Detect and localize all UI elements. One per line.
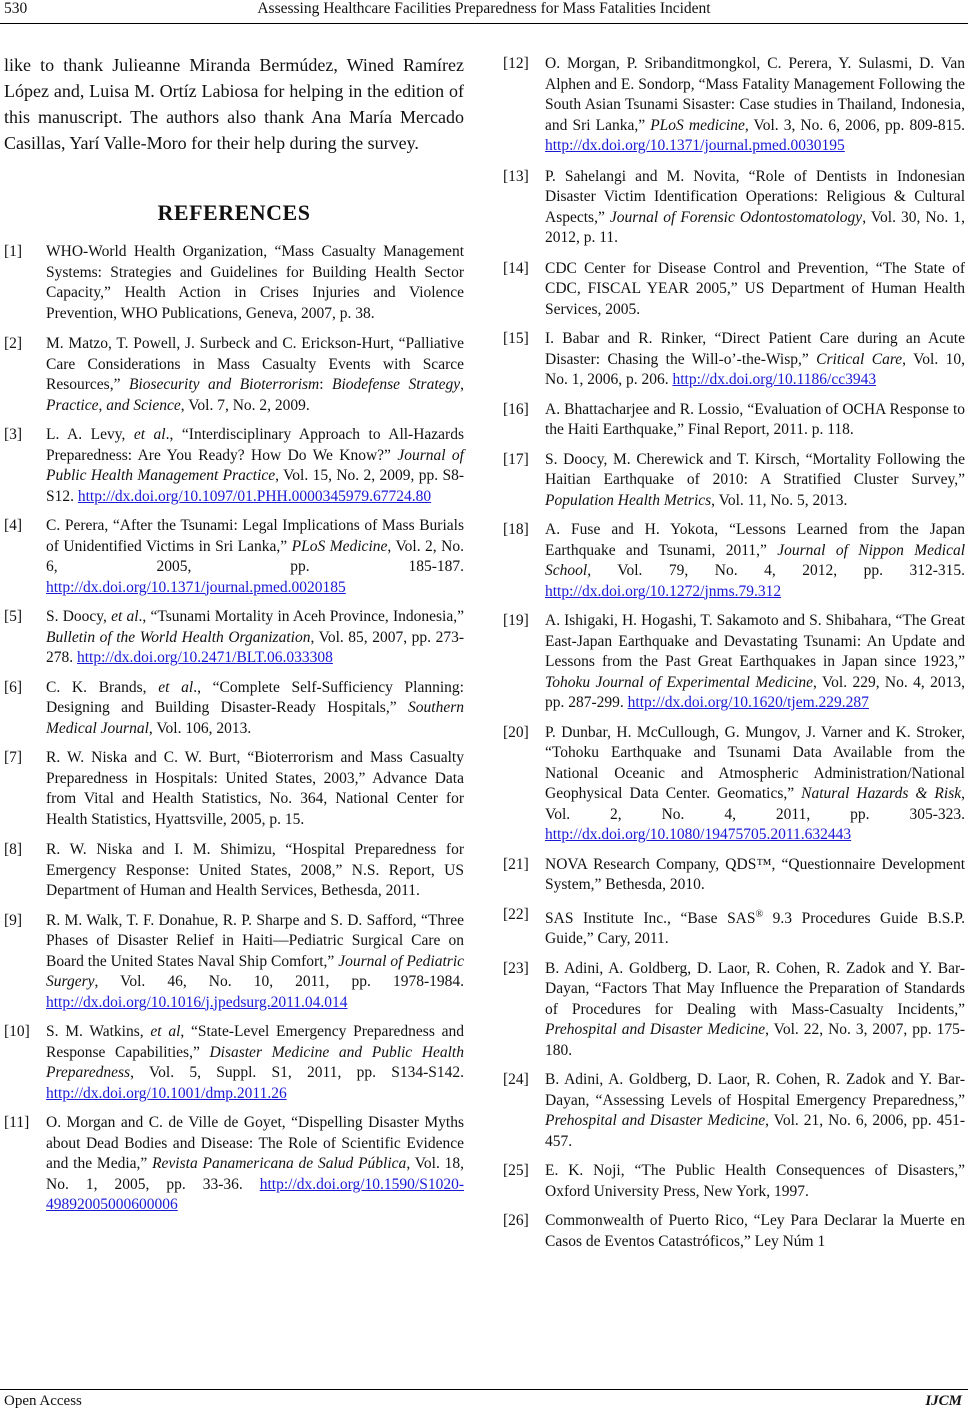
reference-plain-text: R. W. Niska and C. W. Burt, “Bioterrorism and Mass Casualty Preparedness in Hospitals: United States, 2003,” Advance Data from Vital and Health Statistics, No. 364, National Center for Health Statistics, Hyattsville, 2005, p. 15.: [46, 749, 464, 828]
reference-plain-text: , Vol. 3, No. 6, 2006, pp. 809-815.: [744, 116, 965, 134]
reference-plain-text: , Vol. 2, No. 6, 2005, pp. 185-187.: [46, 537, 464, 575]
reference-text: [46, 748, 464, 830]
reference-plain-text: O. Morgan and C. de Ville de Goyet, “Dispelling Disaster Myths about Dead Bodies and Disease: The Role of Scientific Evidence and the Media,”: [46, 1114, 464, 1172]
reference-italic-text: PLoS Medicine: [291, 537, 388, 555]
reference-entry: [503, 905, 965, 950]
reference-list-right: [503, 54, 965, 1252]
reference-entry: [503, 520, 965, 602]
reference-plain-text: R. W. Niska and I. M. Shimizu, “Hospital Preparedness for Emergency Response: United States, 2008,” N.S. Report, US Department of Human and Health Services, Bethesda, 2011.: [46, 841, 464, 899]
reference-plain-text: A. Fuse and H. Yokota, “Lessons Learned from the Japan Earthquake and Tsunami, 2011,”: [545, 521, 965, 559]
reference-plain-text: S. M. Watkins,: [46, 1023, 151, 1040]
left-column: [4, 52, 464, 1216]
header-rule: [0, 23, 968, 24]
reference-text: [545, 1070, 965, 1152]
references-heading: REFERENCES: [157, 200, 311, 225]
page-header: [0, 0, 968, 22]
reference-plain-text: C. K. Brands,: [46, 678, 159, 696]
reference-text: [46, 840, 464, 902]
reference-entry: [4, 911, 464, 1014]
reference-plain-text: S. Doocy,: [46, 608, 112, 625]
reference-doi-link[interactable]: http://dx.doi.org/10.1186/cc3943: [672, 371, 877, 388]
reference-text: [46, 607, 464, 669]
reference-text: [46, 425, 464, 507]
reference-plain-text: A. Ishigaki, H. Hogashi, T. Sakamoto and S. Shibahara, “The Great East-Japan Earthquake and Devastating Tsunami: An Update and Lessons from the Past Great Earthquakes in Japan since 1923,”: [545, 612, 965, 670]
reference-text: [46, 1113, 464, 1216]
reference-plain-text: ., “Tsunami Mortality in Aceh Province, Indonesia,”: [138, 608, 464, 625]
reference-plain-text: , Vol. 79, No. 4, 2012, pp. 312-315.: [587, 562, 965, 579]
reference-number: [26]: [503, 1212, 529, 1230]
reference-number: [16]: [503, 400, 529, 418]
reference-plain-text: ,: [98, 396, 107, 414]
open-access-label: Open Access: [4, 1393, 82, 1409]
reference-text: [46, 516, 464, 598]
reference-plain-text: , Vol. 2, No. 4, 2011, pp. 305-323.: [545, 785, 965, 823]
reference-text: [545, 520, 965, 602]
reference-entry: [503, 1070, 965, 1152]
reference-plain-text: P. Dunbar, H. McCullough, G. Mungov, J. Varner and K. Stroker, “Tohoku Earthquake and Tsunami Data Available from the National Oceanic and Atmospheric Administration/National Geophysical Data Center. Geomatics,”: [545, 723, 965, 802]
reference-plain-text: :: [319, 376, 333, 393]
reference-plain-text: I. Babar and R. Rinker, “Direct Patient Care during an Acute Disaster: Chasing the Will-o’-the-Wisp,”: [545, 330, 965, 368]
reference-italic-text: Journal of Pediatric Surgery: [46, 952, 464, 990]
reference-entry: [4, 607, 464, 669]
reference-entry: [4, 242, 464, 324]
reference-plain-text: 9.3 Procedures Guide B.S.P. Guide,” Cary, 2011.: [545, 909, 965, 948]
reference-plain-text: , Vol. 85, 2007, pp. 273-278.: [46, 628, 465, 666]
reference-text: [46, 334, 464, 416]
reference-text: [46, 1022, 464, 1104]
reference-text: [46, 911, 464, 1014]
reference-doi-link[interactable]: http://dx.doi.org/10.1371/journal.pmed.0030195: [545, 137, 845, 154]
reference-text: [545, 855, 965, 896]
reference-text: [545, 329, 965, 391]
reference-number: [10]: [4, 1023, 30, 1040]
registered-mark: ®: [755, 908, 764, 920]
reference-entry: [503, 723, 965, 846]
reference-plain-text: CDC Center for Disease Control and Prevention, “The State of CDC, FISCAL YEAR 2005,” US Department of Human Health Services, 2005.: [545, 259, 965, 318]
reference-entry: [503, 959, 965, 1062]
running-title: Assessing Healthcare Facilities Preparedness for Mass Fatalities Incident: [257, 0, 711, 17]
reference-number: [8]: [4, 841, 23, 858]
reference-entry: [503, 855, 965, 896]
reference-number: [22]: [503, 905, 529, 923]
reference-text: [545, 450, 965, 512]
reference-plain-text: R. M. Walk, T. F. Donahue, R. P. Sharpe and S. D. Safford, “Three Phases of Disaster Relief in Haiti—Pediatric Surgical Care on Board the United States Naval Ship Comfort,”: [46, 911, 464, 970]
reference-plain-text: , “State-Level Emergency Preparedness and Response Capabilities,”: [46, 1023, 464, 1061]
reference-entry: [4, 840, 464, 902]
reference-number: [12]: [503, 55, 529, 72]
right-column: [503, 54, 965, 1252]
reference-doi-link[interactable]: http://dx.doi.org/10.1590/S1020-49892005000600006: [46, 1175, 464, 1213]
reference-italic-text: Disaster Medicine and Public Health Preparedness: [46, 1043, 464, 1081]
reference-text: [545, 167, 965, 249]
reference-entry: [4, 748, 464, 830]
reference-plain-text: M. Matzo, T. Powell, J. Surbeck and C. Erickson-Hurt, “Palliative Care Considerations in Mass Casualty Events with Scarce Resources,”: [46, 335, 464, 393]
reference-entry: [503, 167, 965, 249]
reference-italic-text: Tohoku Journal of Experimental Medicine: [545, 673, 813, 691]
reference-number: [23]: [503, 959, 529, 977]
reference-italic-text: Revista Panamericana de Salud Pública: [152, 1155, 407, 1172]
reference-entry: [4, 1022, 464, 1104]
reference-plain-text: , Vol. 106, 2013.: [148, 719, 252, 737]
reference-number: [15]: [503, 330, 529, 347]
reference-text: [545, 1211, 965, 1252]
reference-number: [3]: [4, 426, 23, 443]
reference-entry: [4, 678, 464, 740]
footer-rule: [0, 1389, 968, 1390]
reference-plain-text: E. K. Noji, “The Public Health Consequences of Disasters,” Oxford University Press, New York, 1997.: [545, 1162, 965, 1200]
reference-italic-text: Biosecurity and Bioterrorism: [128, 376, 320, 393]
reference-italic-text: Biodefense Strategy: [332, 376, 461, 393]
reference-number: [7]: [4, 749, 23, 766]
reference-number: [19]: [503, 612, 529, 629]
reference-doi-link[interactable]: http://dx.doi.org/10.1272/jnms.79.312: [545, 582, 782, 600]
reference-plain-text: S. Doocy, M. Cherewick and T. Kirsch, “Mortality Following the Haitian Earthquake of 2010: A Stratified Cluster Survey,”: [545, 450, 965, 488]
reference-number: [1]: [4, 243, 23, 260]
reference-italic-text: Southern Medical Journal: [46, 699, 464, 737]
reference-italic-text: Critical Care: [816, 350, 903, 368]
reference-number: [5]: [4, 608, 23, 625]
reference-doi-link[interactable]: http://dx.doi.org/10.1371/journal.pmed.0020185: [46, 578, 346, 596]
reference-entry: [4, 334, 464, 416]
reference-entry: [503, 450, 965, 512]
reference-plain-text: , Vol. 22, No. 3, 2007, pp. 175-180.: [545, 1021, 966, 1059]
reference-doi-link[interactable]: http://dx.doi.org/10.1620/tjem.229.287: [627, 694, 869, 711]
reference-doi-link[interactable]: http://dx.doi.org/10.1001/dmp.2011.26: [46, 1084, 287, 1102]
reference-plain-text: C. Perera, “After the Tsunami: Legal Implications of Mass Burials of Unidentified Victims in Sri Lanka,”: [46, 517, 464, 555]
reference-number: [4]: [4, 517, 23, 534]
reference-entry: [503, 329, 965, 391]
reference-italic-text: Practice: [46, 396, 99, 414]
reference-text: [46, 678, 464, 740]
reference-text: [545, 905, 965, 950]
reference-number: [20]: [503, 723, 529, 741]
reference-entry: [503, 1211, 965, 1252]
reference-plain-text: B. Adini, A. Goldberg, D. Laor, R. Cohen, R. Zadok and Y. Bar-Dayan, “Assessing Levels of Hospital Emergency Preparedness,”: [545, 1071, 965, 1109]
reference-number: [17]: [503, 450, 529, 468]
reference-entry: [503, 400, 965, 441]
reference-entry: [4, 516, 464, 598]
reference-italic-text: Prehospital and Disaster Medicine: [545, 1112, 766, 1130]
acknowledgement-text: like to thank Julieanne Miranda Bermúdez, Wined Ramírez López and, Luisa M. Ortíz Labiosa for helping in the edition of this manuscript. The authors also thank Ana María Mercado Casillas, Yarí Valle-Moro for their help during the survey.: [4, 55, 464, 153]
reference-italic-text: and Science: [106, 396, 181, 414]
journal-abbrev: IJCM: [925, 1393, 962, 1409]
reference-italic-text: Journal of Forensic Odontostomatology: [609, 208, 863, 226]
reference-number: [13]: [503, 167, 529, 185]
reference-number: [25]: [503, 1162, 529, 1180]
reference-italic-text: et al: [158, 678, 194, 696]
reference-list-left: [4, 242, 464, 1216]
reference-plain-text: , Vol. 30, No. 1, 2012, p. 11.: [545, 208, 966, 246]
reference-text: [545, 1161, 965, 1202]
reference-doi-link[interactable]: http://dx.doi.org/10.1080/19475705.2011.632443: [545, 826, 852, 843]
reference-entry: [503, 611, 965, 714]
reference-plain-text: , Vol. 18, No. 1, 2005, pp. 33-36.: [46, 1155, 465, 1193]
reference-italic-text: Prehospital and Disaster Medicine: [545, 1021, 766, 1039]
reference-plain-text: , Vol. 229, No. 4, 2013, pp. 287-299.: [545, 673, 965, 711]
reference-plain-text: , Vol. 15, No. 2, 2009, pp. S8-S12.: [46, 467, 464, 505]
reference-plain-text: , Vol. 10, No. 1, 2006, p. 206.: [545, 350, 965, 388]
reference-plain-text: Commonwealth of Puerto Rico, “Ley Para Declarar la Muerte en Casos de Eventos Catastróficos,” Ley Núm 1: [545, 1212, 965, 1250]
reference-plain-text: , Vol. 21, No. 6, 2006, pp. 451-457.: [545, 1112, 966, 1150]
reference-number: [6]: [4, 678, 23, 696]
reference-number: [24]: [503, 1071, 529, 1089]
reference-text: [545, 611, 965, 714]
reference-text: [545, 54, 965, 157]
reference-italic-text: et al: [133, 426, 166, 443]
reference-italic-text: et al: [111, 608, 139, 625]
reference-text: [545, 400, 965, 441]
reference-plain-text: WHO-World Health Organization, “Mass Casualty Management Systems: Strategies and Guidelines for Building Health Sector Capacity,” Health Action in Crises Injuries and Violence Prevention, WHO Publications, Geneva, 2007, p. 38.: [46, 243, 464, 322]
reference-number: [21]: [503, 855, 529, 873]
reference-plain-text: ., “Interdisciplinary Approach to All-Hazards Preparedness: Are You Ready? How Do We Know?”: [46, 426, 464, 464]
reference-italic-text: Bulletin of the World Health Organization: [46, 628, 311, 646]
reference-doi-link[interactable]: http://dx.doi.org/10.1097/01.PHH.0000345979.67724.80: [77, 487, 432, 505]
reference-plain-text: , Vol. 7, No. 2, 2009.: [180, 396, 310, 414]
reference-entry: [503, 54, 965, 157]
reference-text: [46, 242, 464, 324]
reference-plain-text: O. Morgan, P. Sribanditmongkol, C. Perera, Y. Sulasmi, D. Van Alphen and E. Sondorp, “Mass Fatality Management Following the South Asian Tsunami Sisaster: Case studies in Thailand, Indonesia, and Sri Lanka,”: [545, 55, 965, 134]
reference-text: [545, 723, 965, 846]
reference-number: [14]: [503, 259, 529, 277]
reference-text: [545, 959, 965, 1062]
reference-number: [2]: [4, 335, 23, 352]
reference-plain-text: ., “Complete Self-Sufficiency Planning: Designing and Building Disaster-Ready Hospitals,”: [46, 678, 464, 716]
reference-italic-text: Journal of Public Health Management Practice: [46, 446, 464, 484]
reference-plain-text: SAS Institute Inc., “Base SAS: [545, 909, 756, 927]
reference-text: [545, 259, 965, 321]
reference-number: [9]: [4, 911, 23, 929]
reference-plain-text: L. A. Levy,: [46, 426, 134, 443]
reference-italic-text: Population Health Metrics: [545, 491, 712, 509]
reference-entry: [4, 1113, 464, 1216]
reference-plain-text: , Vol. 46, No. 10, 2011, pp. 1978-1984.: [94, 973, 464, 990]
reference-number: [11]: [4, 1114, 30, 1131]
reference-doi-link[interactable]: http://dx.doi.org/10.1016/j.jpedsurg.2011.04.014: [46, 993, 348, 1011]
reference-doi-link[interactable]: http://dx.doi.org/10.2471/BLT.06.033308: [77, 649, 333, 666]
reference-plain-text: , Vol. 11, No. 5, 2013.: [711, 491, 848, 509]
page-number: 530: [4, 0, 28, 17]
reference-entry: [503, 259, 965, 321]
reference-number: [18]: [503, 521, 529, 538]
reference-plain-text: ,: [460, 376, 465, 393]
reference-entry: [503, 1161, 965, 1202]
reference-entry: [4, 425, 464, 507]
reference-plain-text: NOVA Research Company, QDS™, “Questionnaire Development System,” Bethesda, 2010.: [545, 855, 965, 893]
reference-plain-text: , Vol. 5, Suppl. S1, 2011, pp. S134-S142.: [130, 1064, 464, 1081]
reference-plain-text: A. Bhattacharjee and R. Lossio, “Evaluation of OCHA Response to the Haiti Earthquake,” Final Report, 2011. p. 118.: [545, 400, 965, 438]
reference-italic-text: PLoS medicine: [650, 116, 745, 134]
reference-italic-text: et al: [150, 1023, 181, 1040]
reference-plain-text: P. Sahelangi and M. Novita, “Role of Dentists in Indonesian Disaster Victim Identification Operations: Religious & Cultural Aspects,”: [545, 167, 965, 226]
reference-italic-text: Journal of Nippon Medical School: [545, 541, 965, 579]
reference-plain-text: B. Adini, A. Goldberg, D. Laor, R. Cohen, R. Zadok and Y. Bar-Dayan, “Factors That May Influence the Preparation of Standards of Procedures for Dealing with Mass-Casualty Incidents,”: [545, 959, 965, 1018]
reference-italic-text: Natural Hazards & Risk: [801, 785, 962, 802]
